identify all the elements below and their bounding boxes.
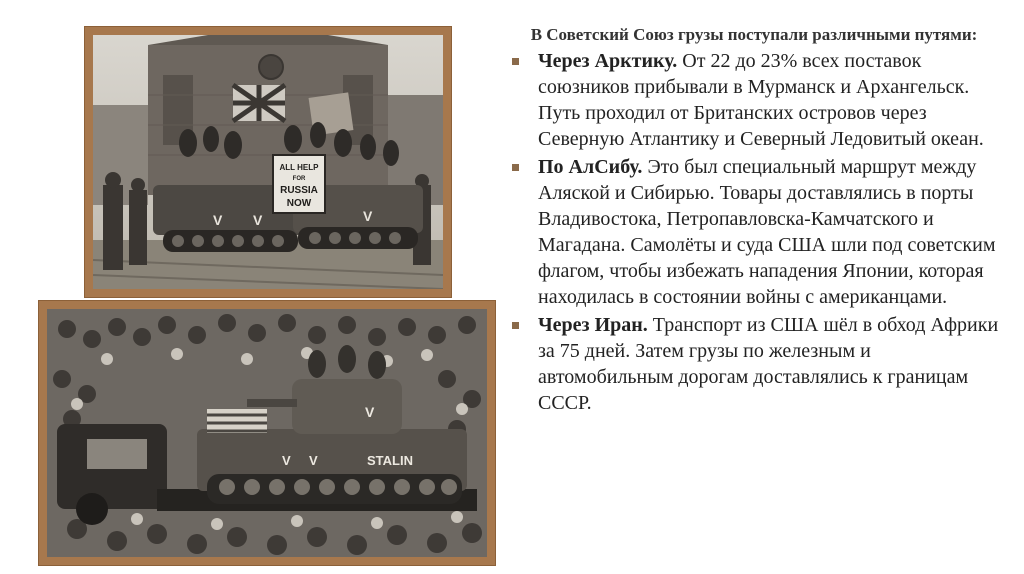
tank-label: STALIN: [367, 453, 413, 468]
route-item-alsib: [508, 154, 1008, 310]
svg-text:V: V: [309, 453, 318, 468]
route-text: От 22 до 23% всех поставок союзников прибывали в Мурманск и Архангельск. Путь проходил от Британских островов через Северную Атлантику и Северный Ледовитый океан.: [538, 50, 984, 150]
square-bullet-icon: [512, 322, 519, 329]
route-title: Через Иран.: [538, 314, 648, 336]
route-text: Это был специальный маршрут между Аляской и Сибирью. Товары доставлялись в порты Владивостока, Петропавловска-Камчатского и Магадана. Самолёты и суда США шли под советским флагом, чтобы избежать нападения Японии, которая находилась в состоянии войны с американцами.: [538, 156, 996, 308]
banner-line-2: FOR: [292, 176, 306, 182]
route-item-arctic: [508, 48, 1008, 152]
route-title: По АлСибу.: [538, 156, 643, 178]
banner-line-4: NOW: [286, 198, 312, 209]
route-title: Через Арктику.: [538, 50, 678, 72]
banner-line-3: RUSSIA: [280, 185, 318, 196]
routes-list: [508, 48, 1008, 416]
square-bullet-icon: [512, 164, 519, 171]
tanks-factory-image: [93, 35, 443, 289]
svg-text:V: V: [213, 212, 223, 228]
route-item-iran: [508, 312, 1008, 416]
stalin-tank-image: [47, 309, 487, 557]
svg-text:V: V: [282, 453, 291, 468]
text-column: [508, 24, 1008, 418]
banner-line-1: ALL HELP: [279, 163, 319, 172]
svg-text:V: V: [363, 208, 373, 224]
svg-text:V: V: [365, 404, 375, 420]
route-text: Транспорт из США шёл в обход Африки за 75 дней. Затем грузы по железным и автомобильным дорогам доставлялись к границам СССР.: [538, 314, 999, 414]
slide-heading: В Советский Союз грузы поступали различными путями:: [530, 25, 978, 44]
svg-text:V: V: [253, 212, 263, 228]
photo-stalin-tank: [38, 300, 496, 566]
photo-tanks-factory: [84, 26, 452, 298]
square-bullet-icon: [512, 58, 519, 65]
